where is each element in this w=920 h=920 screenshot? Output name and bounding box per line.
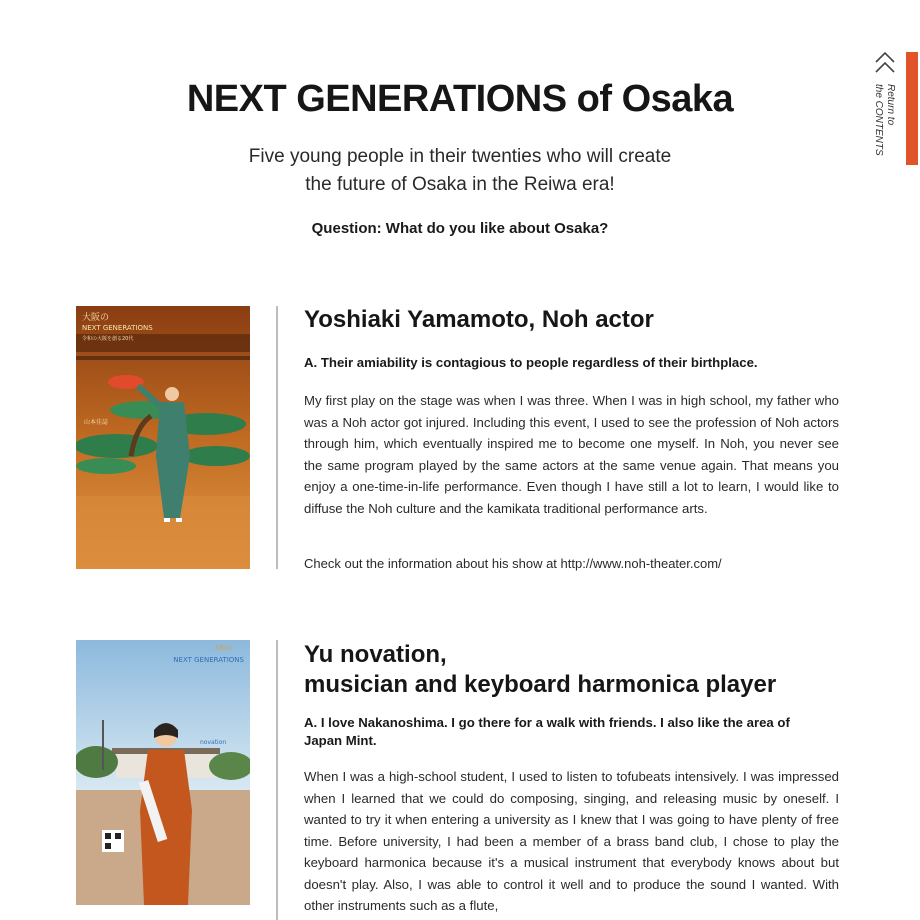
accent-bar (906, 52, 918, 165)
page-subtitle (0, 143, 920, 199)
profile-name (304, 640, 776, 700)
profile-body: When I was a high-school student, I used to listen to tofubeats intensively. I was impressed when I learned that we could do composing, singing, and releasing music by oneself. I wanted to try it when entering a university as I knew that I was going to have plenty of free time. Before university, I had been a member of a brass band club, I chose to play the keyboard harmonica because it's a musical instrument that everybody knows about but doesn't play. Also, I was able to control it well and to produce the sound I wanted. With other instruments such as a flute, (304, 769, 839, 913)
show-info-link[interactable]: Check out the information about his show at http://www.noh-theater.com/ (304, 556, 722, 571)
profile-name-line: Yu novation, (304, 641, 447, 668)
subtitle-line: Five young people in their twenties who will create (248, 146, 672, 167)
return-label-line: Return to (885, 84, 896, 126)
poster-heading-jp: 大阪の (82, 313, 110, 323)
profile-body: My first play on the stage was when I was three. When I was in high school, my father who was a Noh actor got injured. Including this event, I used to see the profession of Noh actors through him, which eventually inspired me to become one myself. In Noh, you never see the same program played by the same actors at the same venue again. That means you enjoy a one-time-in-life performance. Even though I have still a lot to learn, I would like to diffuse the Noh culture and the kamikata traditional performance arts. (304, 393, 839, 516)
noh-actor-poster (76, 306, 250, 569)
profile-divider (276, 640, 278, 920)
profile-divider (276, 306, 278, 569)
profile-answer: A. I love Nakanoshima. I go there for a walk with friends. I also like the area of Japan Mint. (304, 715, 790, 748)
return-label (872, 84, 896, 156)
return-label-line: the CONTENTS (873, 84, 884, 156)
musician-poster (76, 640, 250, 905)
profile-name: Yoshiaki Yamamoto, Noh actor (304, 306, 654, 333)
musician-outdoor-image (76, 640, 250, 905)
poster-person-label: novation (200, 739, 227, 746)
question-heading: Question: What do you like about Osaka? (311, 220, 609, 237)
poster-heading-en: NEXT GENERATIONS (173, 656, 244, 664)
return-to-contents-link[interactable] (868, 50, 898, 170)
poster-caption: 令和の大阪を創る20代 (82, 336, 134, 342)
poster-heading-en: NEXT GENERATIONS (82, 324, 153, 332)
profile-name-line: musician and keyboard harmonica player (304, 671, 777, 698)
poster-person-name: 山本佳誌 (84, 419, 109, 426)
page-title: NEXT GENERATIONS of Osaka (186, 78, 734, 120)
subtitle-line: the future of Osaka in the Reiwa era! (305, 174, 615, 195)
double-chevron-up-icon (874, 50, 896, 78)
poster-heading-jp: 大阪の (213, 645, 232, 652)
profile-answer: A. Their amiability is contagious to people regardless of their birthplace. (304, 355, 758, 370)
noh-stage-image (76, 306, 250, 569)
